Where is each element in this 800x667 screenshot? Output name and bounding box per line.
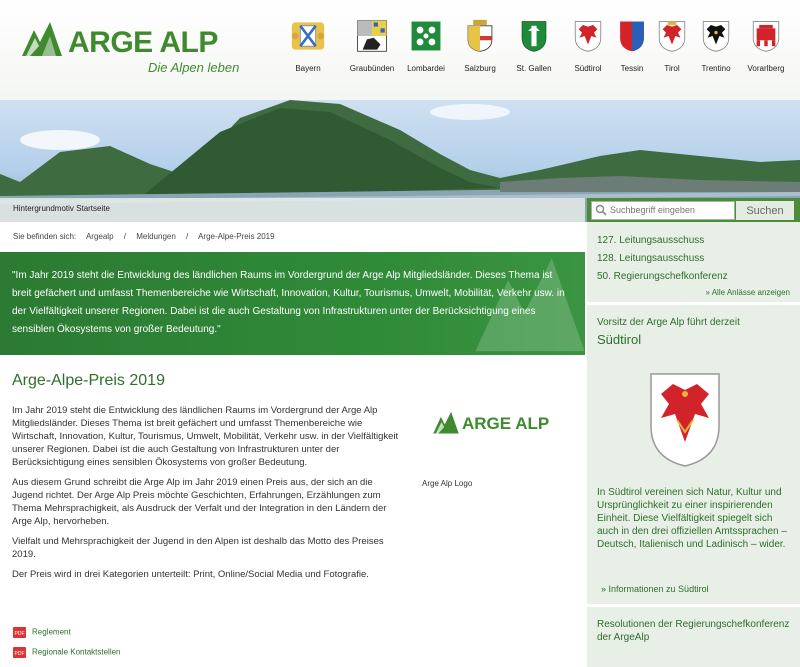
banner-caption	[0, 198, 585, 222]
teaser-box	[0, 252, 585, 355]
region-label: Bayern	[295, 64, 321, 73]
article-body	[12, 404, 404, 588]
trentino-crest-icon	[699, 18, 733, 54]
events-list	[597, 232, 728, 286]
pdf-icon	[13, 647, 26, 658]
region-label: Tessin	[620, 64, 644, 73]
region-list	[280, 18, 800, 82]
kontaktstellen-link-label: Regionale Kontaktstellen	[32, 647, 121, 657]
region-trentino[interactable]	[688, 18, 744, 73]
teaser-quote: "Im Jahr 2019 steht die Entwicklung des ländlichen Raums im Vordergrund der Arge Alp Mitgliedsländer. Dieses Thema ist breit gefächert und umfasst Themenbereiche wie Wirtschaft, Innovation, Kultur, Tourismus, Umwelt, Mobilität, Verkehr usw. in der Vielfältigkeit unserer Regionen. Dabei ist die auch Gestaltung von Infrastrukturen unter der Berücksichtigung eines sensiblen Ökosystems von großer Bedeutung."	[12, 270, 565, 335]
breadcrumb-separator: /	[123, 232, 126, 241]
region-st-gallen[interactable]	[506, 18, 562, 73]
all-events-link[interactable]: » Alle Anlässe anzeigen	[705, 288, 790, 297]
region-label: Lombardei	[407, 64, 445, 73]
tirol-crest-icon	[655, 18, 689, 54]
presidency-title: Vorsitz der Arge Alp führt derzeit	[597, 317, 740, 328]
graubuenden-crest-icon	[355, 18, 389, 54]
bayern-crest-icon	[291, 18, 325, 54]
breadcrumb-separator: /	[186, 232, 189, 241]
region-label: Salzburg	[464, 64, 496, 73]
search-bar	[587, 198, 800, 222]
presidency-region: Südtirol	[597, 332, 642, 347]
svg-text:PDF: PDF	[14, 651, 25, 657]
region-bayern[interactable]	[280, 18, 336, 73]
region-lombardei[interactable]	[398, 18, 454, 73]
lombardei-crest-icon	[409, 18, 443, 54]
article-paragraph: Vielfalt und Mehrsprachigkeit der Jugend in den Alpen ist deshalb das Motto des Preises 2019.	[12, 536, 384, 560]
region-label: St. Gallen	[516, 64, 552, 73]
event-item[interactable]: 50. Regierungschefkonferenz	[597, 271, 728, 282]
region-vorarlberg[interactable]	[738, 18, 794, 73]
resolutions-link[interactable]: Resolutionen der Regierungschefkonferenz der ArgeAlp	[597, 619, 790, 643]
article-logo-image[interactable]	[432, 408, 552, 442]
chevron-right-icon: »	[601, 584, 609, 594]
arge-alp-mark-icon	[20, 16, 64, 60]
sidebar	[587, 222, 800, 667]
logo-slogan: Die Alpen leben	[148, 60, 240, 75]
event-item[interactable]: 128. Leitungsausschuss	[597, 253, 705, 264]
arge-alp-logo[interactable]	[20, 16, 240, 76]
event-item[interactable]: 127. Leitungsausschuss	[597, 235, 705, 246]
region-label: Südtirol	[574, 64, 602, 73]
salzburg-crest-icon	[463, 18, 497, 54]
article-paragraph: Der Preis wird in drei Kategorien unterteilt: Print, Online/Social Media und Fotografie.	[12, 569, 369, 580]
divider	[587, 604, 800, 607]
breadcrumb-item-argealp[interactable]: Argealp	[85, 232, 114, 241]
header	[0, 0, 800, 100]
pdf-icon	[13, 627, 26, 638]
breadcrumb-prefix: Sie befinden sich:	[13, 232, 77, 241]
reglement-link[interactable]	[13, 627, 71, 638]
region-label: Tirol	[664, 64, 680, 73]
banner-caption-text: Hintergrundmotiv Startseite	[13, 204, 110, 213]
suedtirol-info-link-label: Informationen zu Südtirol	[608, 584, 709, 594]
region-label: Vorarlberg	[747, 64, 785, 73]
st-gallen-crest-icon	[517, 18, 551, 54]
suedtirol-crest-icon	[647, 372, 723, 468]
kontaktstellen-link[interactable]	[13, 647, 121, 658]
suedtirol-crest-icon	[571, 18, 605, 54]
region-label: Trentino	[701, 64, 731, 73]
reglement-link-label: Reglement	[32, 627, 71, 637]
page-title: Arge-Alpe-Preis 2019	[12, 372, 165, 389]
breadcrumb-item-meldungen[interactable]: Meldungen	[136, 232, 176, 241]
article-logo-text: ARGE ALP	[462, 414, 550, 433]
article-paragraph: Aus diesem Grund schreibt die Arge Alp im Jahr 2019 einen Preis aus, der sich an die Jugend richtet. Der Arge Alp Preis möchte Geschichten, Erfahrungen, Erzählungen zum Thema Mehrsprachigkeit, als Ausdruck der Verfalt und der Integration in den Ländern der Arge Alp, hervorheben.	[12, 477, 387, 527]
search-input[interactable]	[610, 203, 730, 217]
vorarlberg-crest-icon	[749, 18, 783, 54]
breadcrumb-item-current: Arge-Alpe-Preis 2019	[198, 232, 275, 241]
search-field	[591, 201, 735, 220]
search-button[interactable]: Suchen	[736, 201, 794, 220]
svg-text:PDF: PDF	[14, 631, 25, 637]
arge-alp-mark-icon	[432, 408, 460, 436]
logo-text: ARGE ALP	[68, 26, 218, 59]
suedtirol-info-link[interactable]	[601, 584, 709, 594]
region-label: Graubünden	[349, 64, 395, 73]
article-paragraph: Im Jahr 2019 steht die Entwicklung des ländlichen Raums im Vordergrund der Arge Alp Mitgliedsländer. Dieses Thema ist breit gefächert und umfasst Themenbereiche wie Wirtschaft, Innovation, Kultur, Tourismus, Umwelt, Mobilität, Verkehr usw. in der Vielfältigkeit unserer Regionen. Dabei ist die auch Gestaltung von Infrastrukturen unter der Berücksichtigung eines sensiblen Ökosystems von großer Bedeutung.	[12, 405, 399, 468]
breadcrumb	[13, 232, 283, 241]
presidency-description: In Südtirol vereinen sich Natur, Kultur und Ursprünglichkeit zu einer inspirierenden Einheit. Diese Vielfältigkeit spiegelt sich auch in den drei offiziellen Amtssprachen – Deutsch, Italienisch und Ladinisch – wider.	[597, 487, 787, 550]
search-icon	[595, 204, 607, 216]
divider	[587, 302, 800, 305]
region-salzburg[interactable]	[452, 18, 508, 73]
image-caption: Arge Alp Logo	[422, 479, 473, 488]
region-graubuenden[interactable]	[344, 18, 400, 73]
